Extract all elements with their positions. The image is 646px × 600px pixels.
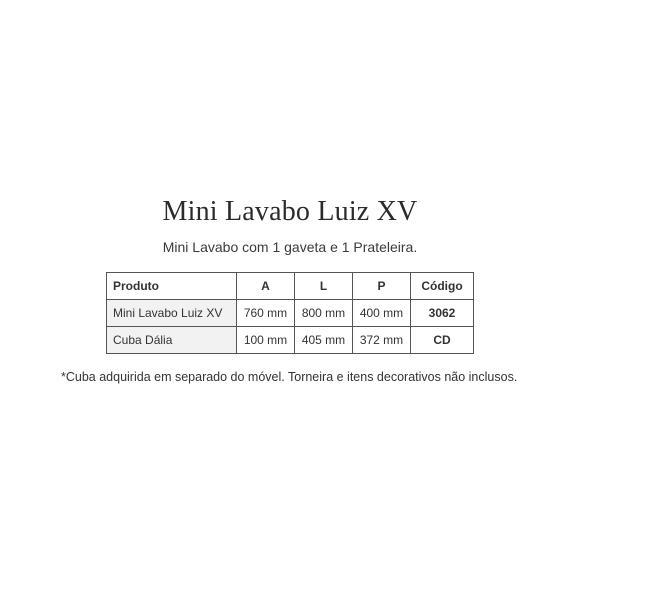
cell-a: 100 mm: [237, 327, 295, 354]
cell-codigo: CD: [411, 327, 474, 354]
cell-l: 405 mm: [295, 327, 353, 354]
table-row: [107, 300, 474, 327]
cell-produto: Mini Lavabo Luiz XV: [107, 300, 237, 327]
header-a: A: [237, 273, 295, 300]
dimensions-table: [106, 272, 474, 354]
table-row: [107, 327, 474, 354]
header-codigo: Código: [411, 273, 474, 300]
cell-l: 800 mm: [295, 300, 353, 327]
header-p: P: [353, 273, 411, 300]
table-header-row: [107, 273, 474, 300]
cell-produto: Cuba Dália: [107, 327, 237, 354]
header-l: L: [295, 273, 353, 300]
header-produto: Produto: [107, 273, 237, 300]
cell-a: 760 mm: [237, 300, 295, 327]
cell-p: 372 mm: [353, 327, 411, 354]
cell-codigo: 3062: [411, 300, 474, 327]
footnote: *Cuba adquirida em separado do móvel. Torneira e itens decorativos não inclusos.: [61, 370, 518, 384]
product-title: Mini Lavabo Luiz XV: [162, 196, 418, 227]
cell-p: 400 mm: [353, 300, 411, 327]
product-subtitle: Mini Lavabo com 1 gaveta e 1 Prateleira.: [162, 239, 418, 255]
